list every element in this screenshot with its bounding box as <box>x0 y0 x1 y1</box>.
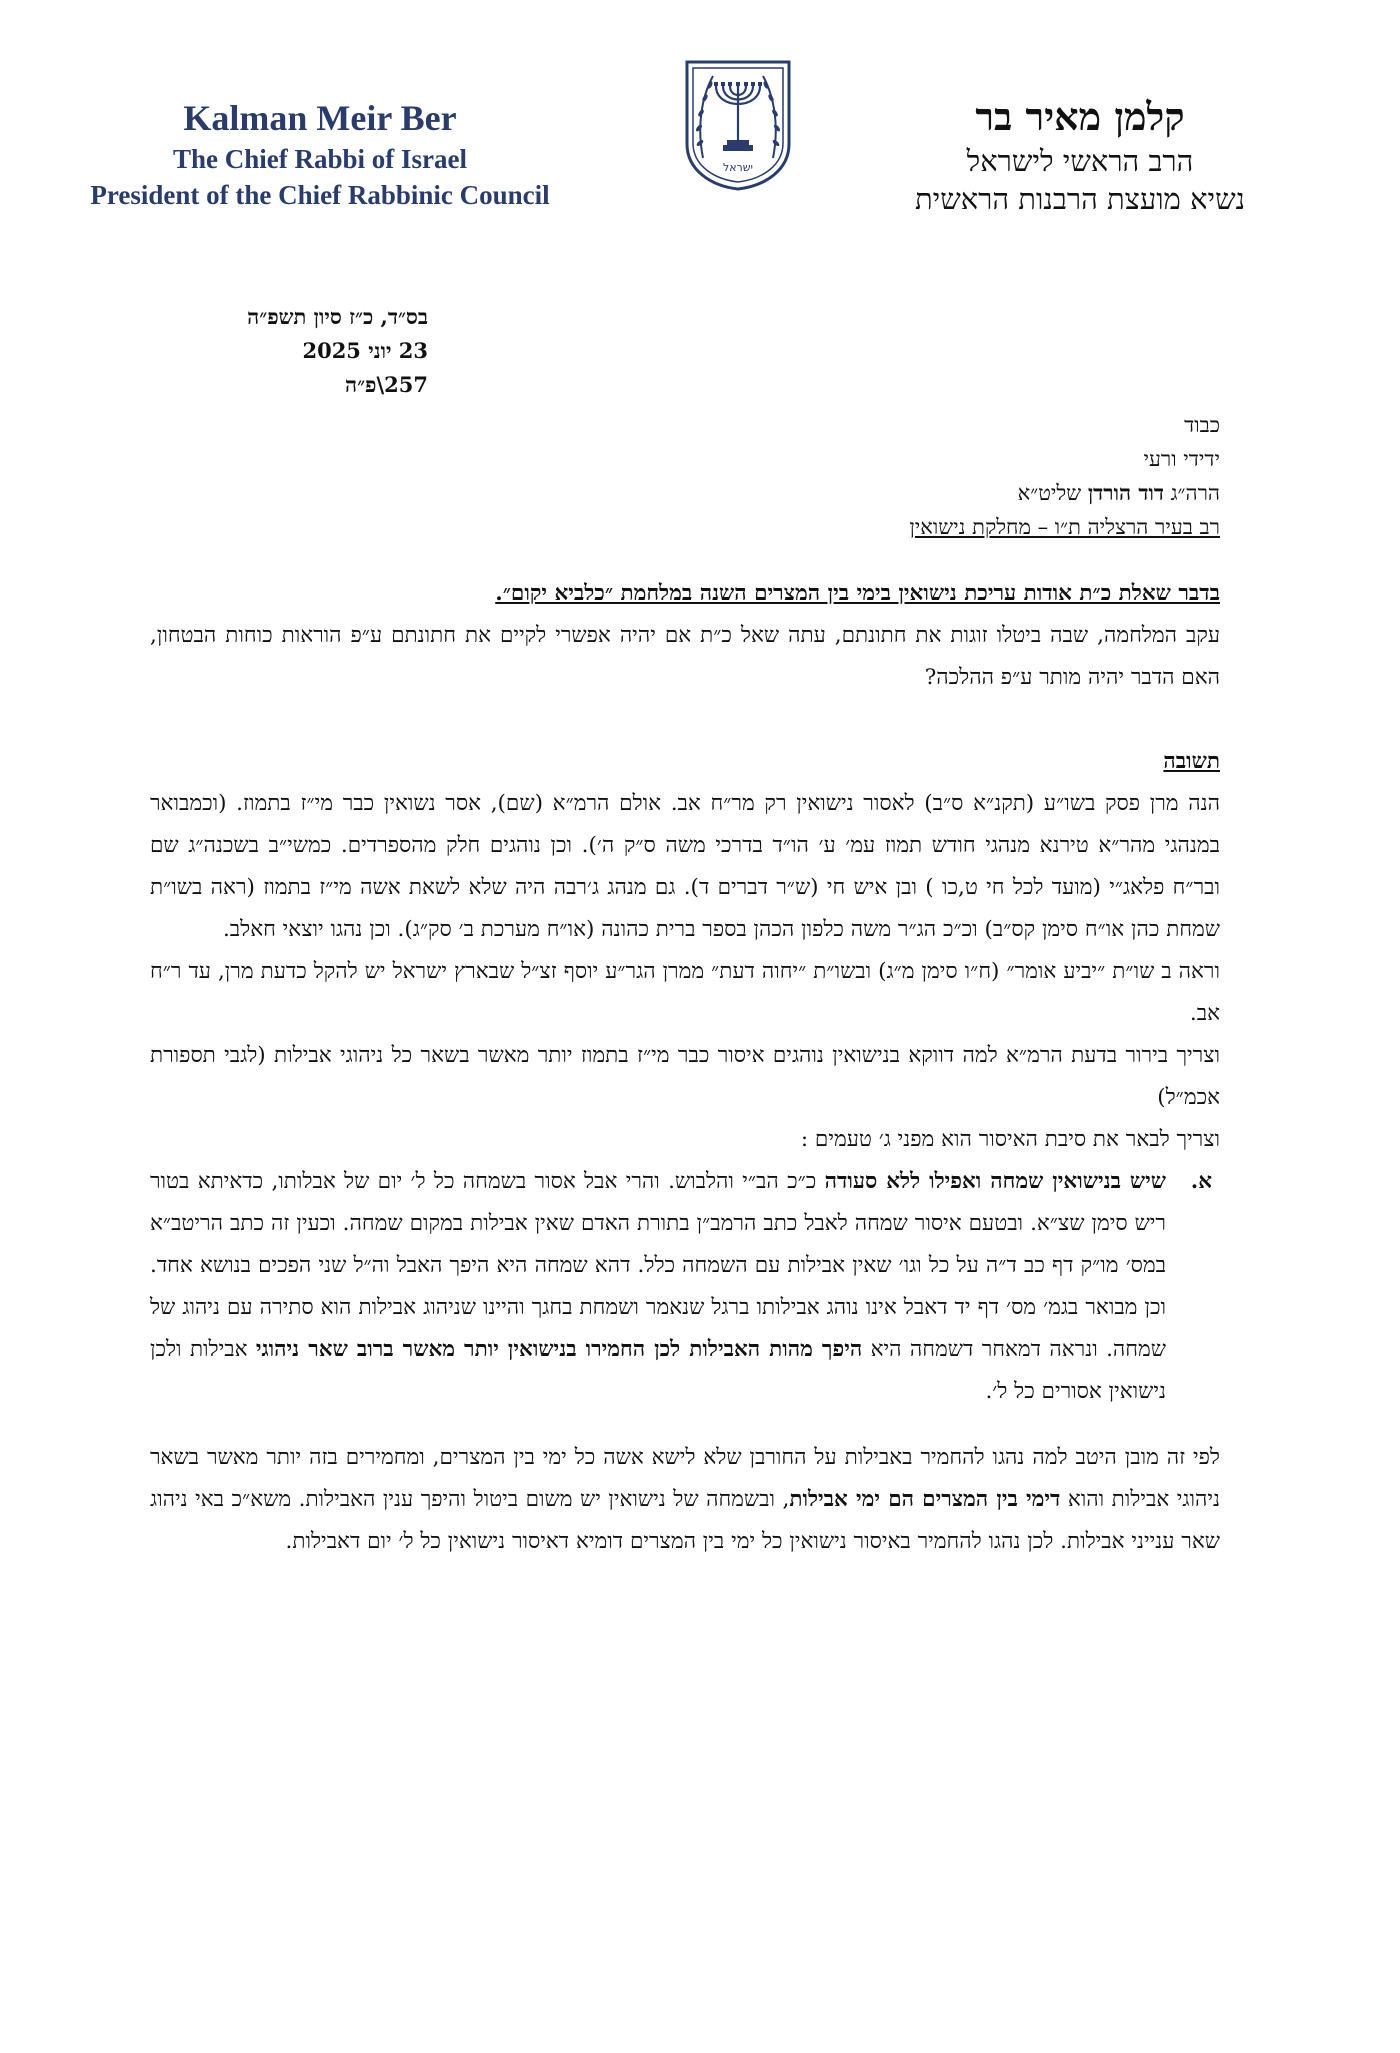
salutation: כבוד <box>1184 413 1220 437</box>
paragraph-4: וצריך לבאר את סיבת האיסור הוא מפני ג׳ טעמים : <box>800 1127 1220 1152</box>
item-a-emphasis: היפך מהות האבילות לכן החמירו בנישואין יותר מאשר ברוב שאר ניהוגי <box>255 1337 863 1362</box>
reference-number: 257\פ״ה <box>345 372 428 397</box>
item-a-lead: שיש בנישואין שמחה ואפילו ללא סעודה <box>824 1169 1167 1194</box>
paragraph-1: הנה מרן פסק בשו״ע (תקנ״א ס״ב) לאסור נישואין רק מר״ח אב. אולם הרמ״א (שם), אסר נשואין כבר מי״ז בתמוז. (וכמבואר במנהגי מהר״א טירנא מנהגי חודש תמוז עמ׳ ע׳ הו״ד בדרכי משה ס״ק ה׳). וכן נוהגים חלק מהספרדים. כמשי״ב בשכנה״ג שם ובר״ח פלאג״י (מועד לכל חי ט,כו ) ובן איש חי (ש״ר דברים ד). גם מנהג ג׳רבה היה שלא לשאת אשה מי״ז בתמוז (ראה בשו״ת שמחת כהן או״ח סימן קס״ב) וכ״כ הג״ר משה כלפון הכהן בספר ברית כהונה (או״ח מערכת ב׳ סק״ג). וכן נהגו יוצאי חאלב. <box>150 791 1220 942</box>
recipient-block <box>520 408 1220 544</box>
hebrew-date: בס״ד, כ״ז סיון תשפ״ה <box>247 304 428 329</box>
reason-item-a <box>150 1161 1220 1413</box>
paragraph-2: וראה ב שו״ת ״יביע אומר״ (ח״ו סימן מ״ג) ובשו״ת ״יחוה דעת״ ממרן הגר״ע יוסף זצ״ל שבארץ ישראל יש להקל כדעת מרן, עד ר״ח אב. <box>150 959 1220 1026</box>
recipient-role: רב בעיר הרצליה ת״ו – מחלקת נישואין <box>909 515 1220 539</box>
gregorian-date: 23 יוני 2025 <box>302 338 428 363</box>
paragraph-5 <box>150 1437 1220 1563</box>
subject-line: בדבר שאלת כ״ת אודות עריכת נישואין בימי בין המצרים השנה במלחמת ״כלביא יקום״. <box>495 581 1220 606</box>
date-block <box>247 300 428 402</box>
letterhead-hebrew <box>850 92 1310 218</box>
paragraph-5-text-1: לפי זה מובן היטב למה נהגו להחמיר באבילות על החורבן שלא לישא אשה כל ימי בין המצרים, ומחמירים בזה יותר מאשר בשאר ניהוגי אבילות והוא <box>150 1445 1220 1512</box>
item-a-text-2: אבילות ולכן נישואין אסורים כל ל׳. <box>150 1337 1166 1404</box>
paragraph-5-emphasis: דימי בין המצרים הם ימי אבילות <box>789 1487 1061 1512</box>
sender-name-he: קלמן מאיר בר <box>975 94 1185 139</box>
friend-line: ידידי ורעי <box>1143 447 1220 471</box>
sender-title-he: הרב הראשי לישראל <box>966 144 1194 178</box>
answer-heading: תשובה <box>1163 749 1220 774</box>
recipient-prefix: הרה״ג <box>1170 481 1220 505</box>
paragraph-5-text-2: , ובשמחה של נישואין יש משום ביטול והיפך ענין האבילות. משא״כ באי ניהוג שאר ענייני אבילות. לכן נהגו להחמיר באיסור נישואין כל ימי בין המצרים דומיא דאיסור נישואין כל ל׳ יום דאבילות. <box>150 1487 1220 1554</box>
paragraph-3: וצריך בירור בדעת הרמ״א למה דווקא בנישואין נוהגים איסור כבר מי״ז בתמוז יותר מאשר בשאר כל ניהוגי אבילות (לגבי תספורת אכמ״ל) <box>150 1043 1220 1110</box>
recipient-suffix: שליט״א <box>1017 481 1082 505</box>
sender-council-he: נשיא מועצת הרבנות הראשית <box>914 182 1246 216</box>
recipient-name-line <box>520 476 1220 510</box>
item-a-mark: א. <box>1190 1169 1212 1194</box>
emblem-label: ישראל <box>722 161 754 174</box>
state-emblem-icon <box>683 58 793 192</box>
sender-title-en: The Chief Rabbi of Israel <box>172 144 467 174</box>
letter-body <box>150 573 1220 1563</box>
letterhead-english <box>70 95 570 213</box>
sender-council-en: President of the Chief Rabbinic Council <box>90 180 550 210</box>
sender-name-en: Kalman Meir Ber <box>183 98 457 138</box>
recipient-name: דוד הורדן <box>1087 480 1164 505</box>
item-a-text-1: כ״כ הב״י והלבוש. והרי אבל אסור בשמחה כל ל׳ יום של אבלותו, כדאיתא בטור ריש סימן שצ״א. ובטעם איסור שמחה לאבל כתב הרמב״ן בתורת האדם שאין אבילות במקום שמחה. וכעין זה כתב הריטב״א במס׳ מו״ק דף כב ד״ה על כל וגו׳ שאין אבילות עם השמחה כלל. דהא שמחה היא היפך האבל וה״ל שני הפכים בנושא אחד. וכן מבואר בגמ׳ מס׳ דף יד דאבל אינו נוהג אבילותו ברגל שנאמר ושמחת בחגך והיינו שניהוג אבילות הוא סתירה עם ניהוג של שמחה. ונראה דמאחר דשמחה היא <box>150 1169 1166 1362</box>
question-paragraph: עקב המלחמה, שבה ביטלו זוגות את חתונתם, עתה שאל כ״ת אם יהיה אפשרי לקיים את חתונתם ע״פ הוראות כוחות הבטחון, האם הדבר יהיה מותר ע״פ ההלכה? <box>150 623 1220 690</box>
